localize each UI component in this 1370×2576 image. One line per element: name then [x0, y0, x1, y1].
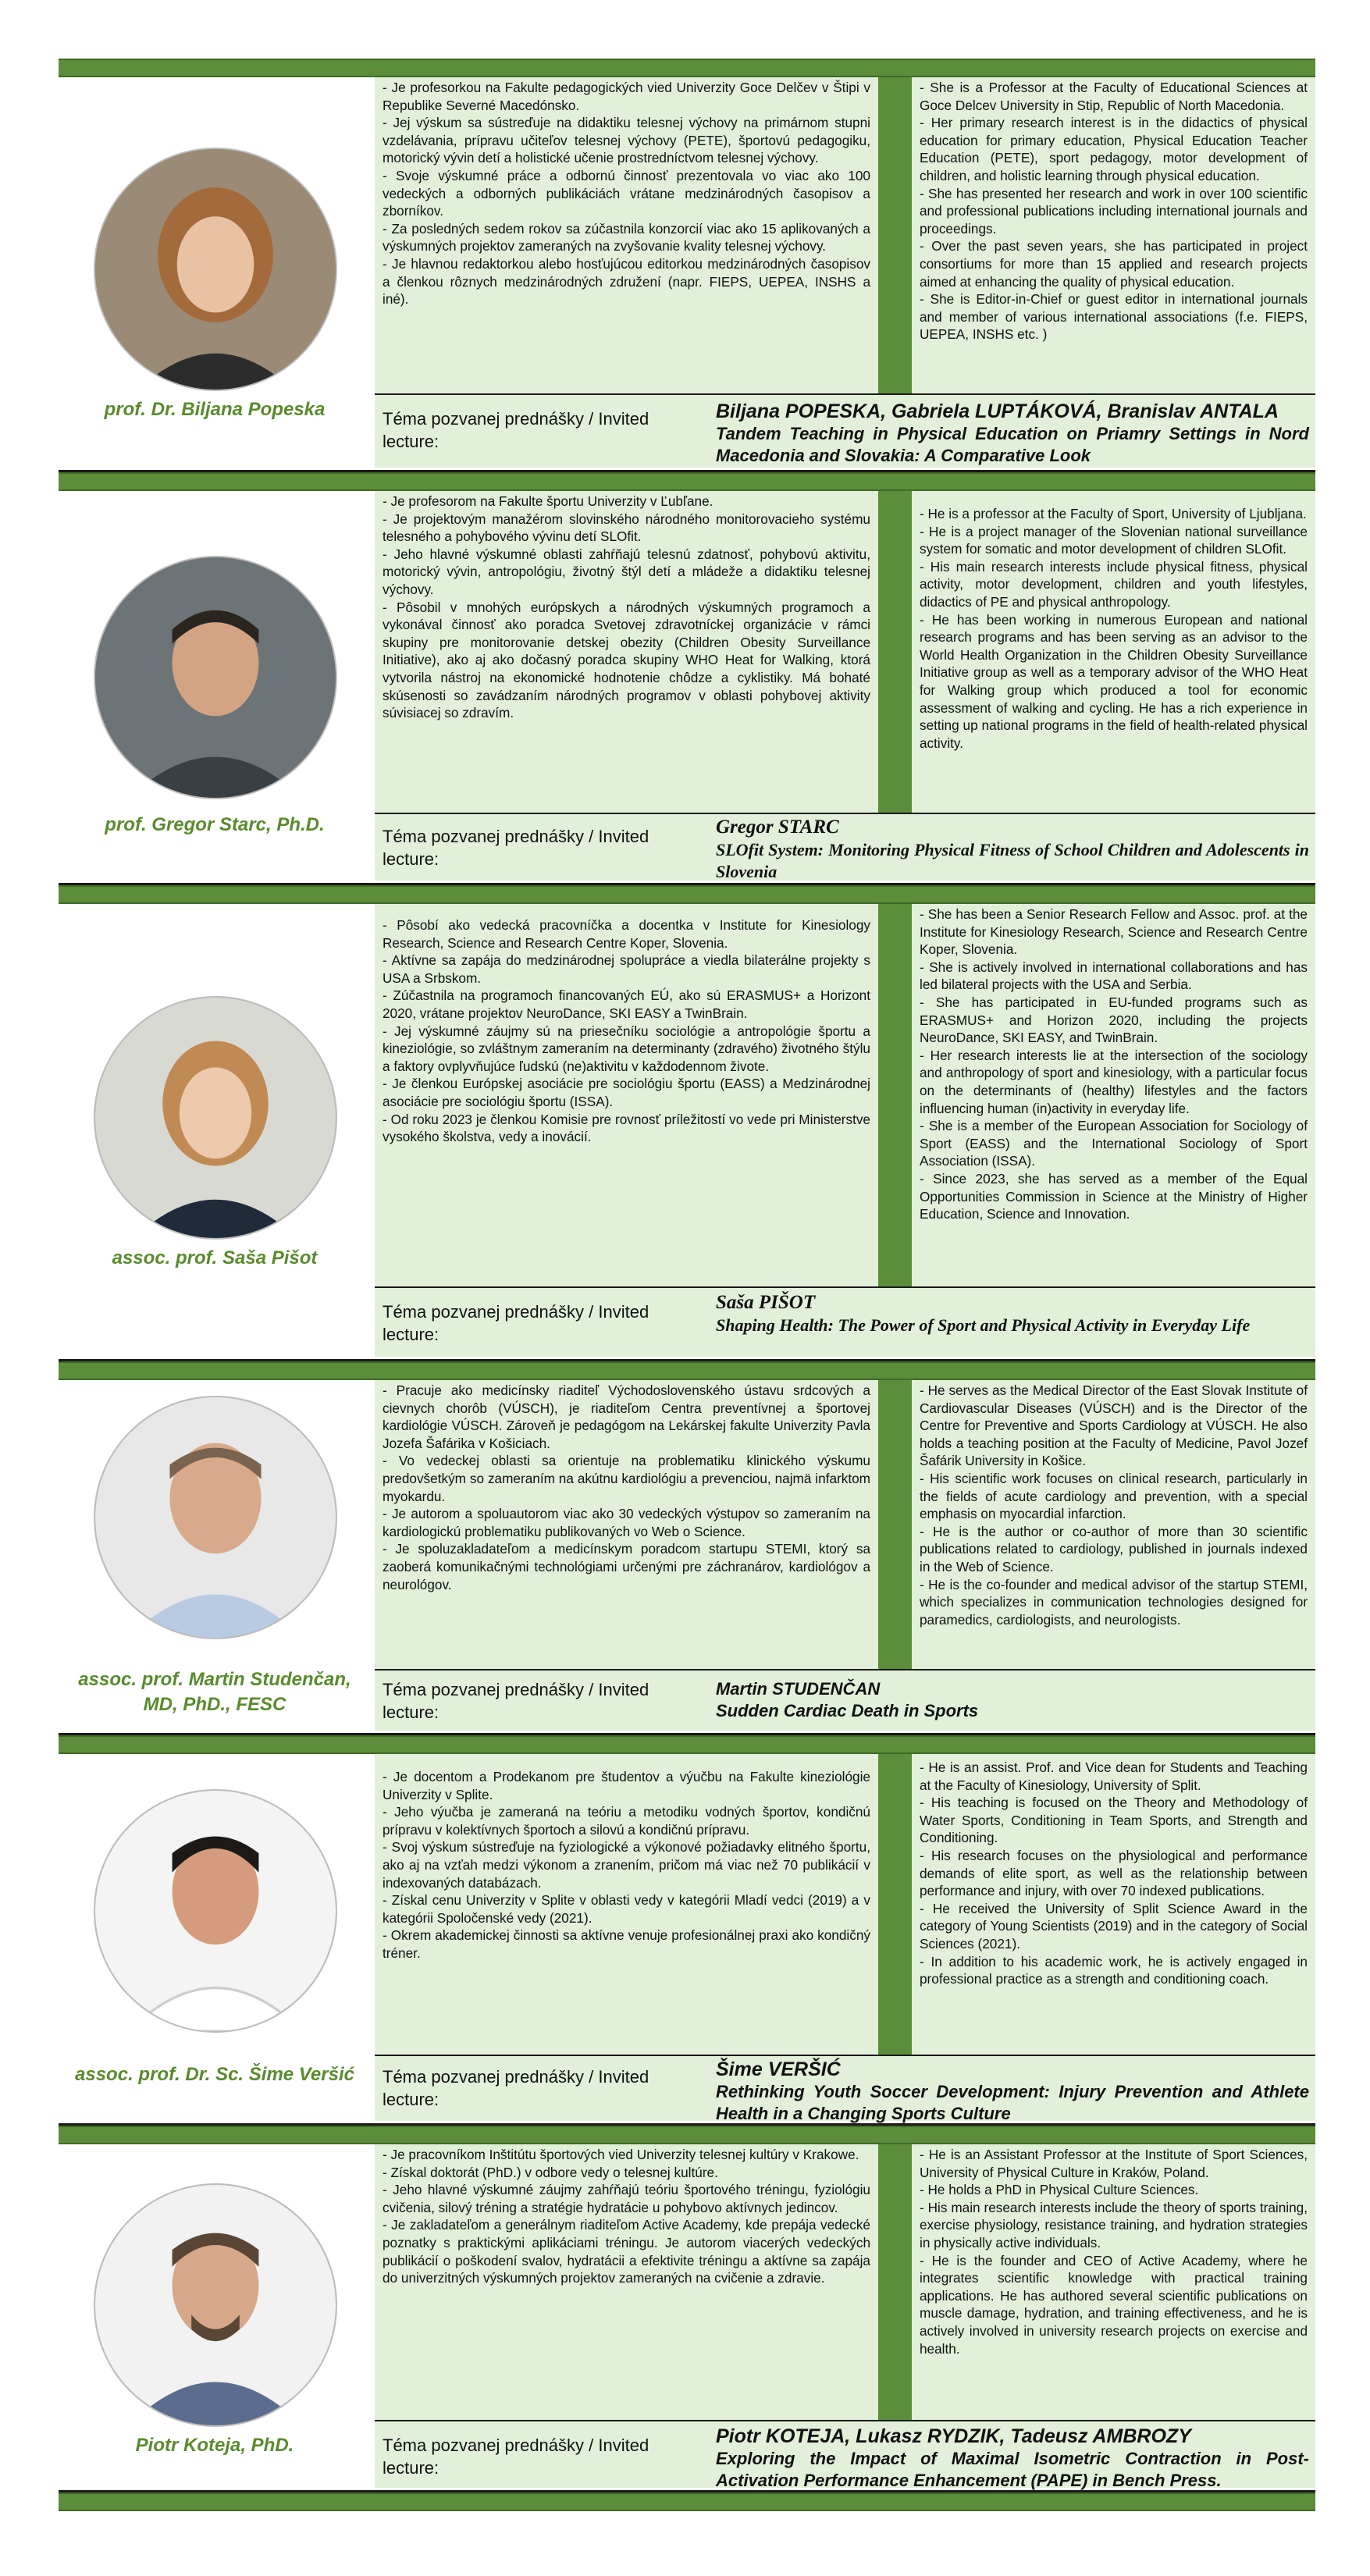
lecture-authors: Piotr KOTEJA, Lukasz RYDZIK, Tadeusz AMBROZY	[716, 2425, 1191, 2447]
bio-paragraph: - Je spoluzakladateľom a medicínskym poradcom startupu STEMI, ktorý sa zaoberá komunikačnými technológiami určenými pre záchranárov, kardiológov a neurológov.	[383, 1541, 870, 1592]
column-divider	[878, 1754, 912, 2055]
portrait-woman-icon	[94, 996, 337, 1240]
bio-english	[912, 2144, 1315, 2420]
bio-paragraph: - Svoje výskumné práce a odbornú činnosť prezentovala vo viac ako 100 vedeckých a odborných publikáciách vrátane medzinárodných časopisov a zborníkov.	[383, 167, 870, 219]
lecture-title: Exploring the Impact of Maximal Isometric Contraction in Post-Activation Performance Enhancement (PAPE) in Bench Press.	[716, 2449, 1309, 2490]
bio-paragraph: - His research focuses on the physiological and performance demands of elite sport, as well as the relationship between performance and injury, with over 70 indexed publications.	[920, 1847, 1308, 1899]
bio-slovak	[375, 904, 878, 1286]
topic-label: Téma pozvanej prednášky / Invited lecture:	[383, 2067, 649, 2109]
topic-label: Téma pozvanej prednášky / Invited lecture:	[383, 2435, 649, 2478]
lecture-title: Rethinking Youth Soccer Development: Injury Prevention and Athlete Health in a Changing Sports Culture	[716, 2082, 1309, 2123]
column-divider	[878, 904, 912, 1286]
bio-english	[912, 77, 1315, 393]
photo-column	[59, 1380, 371, 1733]
bio-paragraph: - He is the author or co-author of more than 30 scientific publications related to cardiology, published in journals indexed in the Web of Science.	[920, 1523, 1308, 1574]
lecture-info	[716, 2425, 1309, 2492]
bio-paragraph: - Pôsobil v mnohých európskych a národných výskumných programoch a vykonával činnosť ako poradca Svetovej zdravotníckej organizácie v rámci skupiny pre monitorovanie detskej obezity (Children Obesity Surveillance Initiative), ako aj ako dočasný poradca skupiny WHO Heat for Walking, ktorá vytvorila nástroj na ekonomické hodnotenie chôdze a cyklistiky. Má bohaté skúsenosti so zavádzaním národných programov v oblasti pohybovej aktivity súvisiacej so zdravím.	[383, 599, 870, 721]
bio-paragraph: - Je docentom a Prodekanom pre študentov a výučbu na Fakulte kineziológie Univerzity v Splite.	[383, 1769, 870, 1802]
bio-paragraph: - Pracuje ako medicínsky riaditeľ Východoslovenského ústavu srdcových a cievnych chorôb (VÚSCH), je riaditeľom Centra preventívnej a športovej kardiológie VÚSCH. Zároveň je pedagógom na Lekárskej fakulte Univerzity Pavla Jozefa Šafárika v Košiciach.	[383, 1382, 870, 1451]
lecture-title: Sudden Cardiac Death in Sports	[716, 1701, 979, 1720]
bio-paragraph: - Je pracovníkom Inštitútu športových vied Univerzity telesnej kultúry v Krakowe.	[383, 2147, 859, 2162]
lecture-info	[716, 816, 1309, 883]
speaker-name: prof. Gregor Starc, Ph.D.	[105, 814, 325, 835]
lecture-info	[716, 2058, 1309, 2125]
bio-paragraph: - Jeho hlavné výskumné záujmy zahŕňajú teóriu športového tréningu, fyziológiu cvičenia, silový tréning a stratégie hydratácie u pohybovo aktívnych jedincov.	[383, 2182, 870, 2215]
bio-paragraph: - He is the founder and CEO of Active Academy, where he integrates scientific knowledge with practical training applications. He has authored several scientific publications on muscle damage, hydration, and training effectiveness, and he is actively involved in university research projects on exercise and health.	[920, 2252, 1308, 2357]
photo-column	[59, 1754, 371, 2123]
bio-paragraph: - Za posledných sedem rokov sa zúčastnila konzorcií viac ako 15 aplikovaných a výskumných projektov zameraných na zvyšovanie kvality telesnej výchovy.	[383, 220, 870, 254]
speaker-name: Piotr Koteja, PhD.	[135, 2435, 294, 2456]
bio-paragraph: - He serves as the Medical Director of the East Slovak Institute of Cardiovascular Diseases (VÚSCH) and is the Director of the Centre for Preventive and Sports Cardiology at VÚSCH. He also holds a teaching position at the Faculty of Medicine, Pavol Jozef Šafárik University in Košice.	[920, 1382, 1308, 1469]
lecture-title: Tandem Teaching in Physical Education on Priamry Settings in Nord Macedonia and Slovakia: A Comparative Look	[716, 424, 1309, 465]
bio-paragraph: - He is the co-founder and medical advisor of the startup STEMI, which specializes in communication technologies designed for paramedics, cardiologists, and neurologists.	[920, 1576, 1308, 1628]
bio-paragraph: - His teaching is focused on the Theory and Methodology of Water Sports, Conditioning in Team Sports, and Strength and Conditioning.	[920, 1795, 1308, 1846]
bio-paragraph: - He received the University of Split Science Award in the category of Young Scientists (2019) and in the category of Social Sciences (2021).	[920, 1900, 1308, 1952]
bio-paragraph: - Her primary research interest is in the didactics of physical education for primary education, Physical Education Teacher Education (PETE), sport pedagogy, motor development of children, and holistic learning through physical education.	[920, 115, 1308, 183]
section-divider	[59, 472, 1315, 491]
bio-paragraph: - He holds a PhD in Physical Culture Sciences.	[920, 2182, 1199, 2198]
portrait-man-icon	[94, 2183, 337, 2427]
lecture-topic	[375, 2055, 1315, 2121]
bio-paragraph: - Jeho výučba je zameraná na teóriu a metodiku vodných športov, kondičnú prípravu v kolektívnych športoch a silovú a kondičnú prípravu.	[383, 1804, 870, 1838]
bio-paragraph: - She has participated in EU-funded programs such as ERASMUS+ and Horizon 2020, including the projects NeuroDance, SKI EASY, and TwinBrain.	[920, 994, 1308, 1046]
bio-paragraph: - Zúčastnila na programoch financovaných EÚ, ako sú ERASMUS+ a Horizont 2020, vrátane projektov NeuroDance, SKI EASY a TwinBrain.	[383, 987, 870, 1021]
lecture-info	[716, 400, 1309, 467]
portrait-man-icon	[94, 1789, 337, 2033]
photo-column	[59, 2144, 371, 2490]
bio-paragraph: - Od roku 2023 je členkou Komisie pre rovnosť príležitostí vo vede pri Ministerstve vysokého školstva, vedy a inovácií.	[383, 1111, 870, 1145]
bio-paragraph: - He is a project manager of the Slovenian national surveillance system for somatic and motor development of children SLOfit.	[920, 523, 1308, 557]
lecture-info	[716, 1291, 1309, 1336]
bio-paragraph: - Je zakladateľom a generálnym riaditeľom Active Academy, kde prepája vedecké poznatky s praktickými aplikáciami tréningu. Je autorom viacerých vedeckých publikácií o poškodení svalov, hydratácii a efektivite tréningu a aktívne sa zapája do univerzitných výskumných projektov zameraných na cvičenie a zdravie.	[383, 2217, 870, 2286]
topic-label: Téma pozvanej prednášky / Invited lecture:	[383, 827, 649, 869]
bio-paragraph: - Her research interests lie at the intersection of the sociology and anthropology of sport and kinesiology, with a particular focus on the determinants of (healthy) lifestyles and the factors influencing human (in)activity in everyday life.	[920, 1047, 1308, 1116]
speaker-block-5	[59, 1754, 1315, 2126]
bio-paragraph: - Získal cenu Univerzity v Splite v oblasti vedy v kategórii Mladí vedci (2019) a v kategórii Spoločenské vedy (2021).	[383, 1892, 870, 1926]
bio-paragraph: - He has been working in numerous European and national research programs and has been serving as an advisor to the World Health Organization in the Children Obesity Surveillance Initiative group as well as a temporary advisor of the WHO Heat for Walking group which produced a tool for economic assessment of walking and cycling. He has a rich experience in setting up national programs in the field of health-related physical activity.	[920, 611, 1308, 751]
lecture-topic	[375, 813, 1315, 881]
lecture-title: SLOfit System: Monitoring Physical Fitness of School Children and Adolescents in Slovenia	[716, 840, 1309, 881]
speaker-name: prof. Dr. Biljana Popeska	[104, 399, 326, 420]
bio-slovak	[375, 77, 878, 393]
section-divider	[59, 885, 1315, 904]
topic-label: Téma pozvanej prednášky / Invited lecture:	[383, 1302, 649, 1344]
photo-column	[59, 77, 371, 470]
bio-paragraph: - Svoj výskum sústreďuje na fyziologické a výkonové požiadavky elitného športu, ako aj na vzťah medzi výkonom a zranením, pričom má viac než 70 publikácií v indexovaných databázach.	[383, 1839, 870, 1891]
section-divider	[59, 2126, 1315, 2144]
bio-paragraph: - She is actively involved in international collaborations and has led bilateral projects with the USA and Serbia.	[920, 959, 1308, 993]
lecture-topic	[375, 393, 1315, 468]
bio-paragraph: - Získal doktorát (PhD.) v odbore vedy o telesnej kultúre.	[383, 2164, 718, 2180]
section-divider	[59, 1361, 1315, 1380]
bio-english	[912, 491, 1315, 813]
bio-paragraph: - Jej výskumné záujmy sú na priesečníku sociológie a antropológie športu a kineziológie, so zvláštnym zameraním na determinanty (zdravého) životného štýlu a faktory ovplyvňujúce ľudskú (ne)aktivitu v každodennom živote.	[383, 1023, 870, 1074]
lecture-info	[716, 1678, 1309, 1722]
bio-paragraph: - Since 2023, she has served as a member of the Equal Opportunities Commission in Science at the Ministry of Higher Education, Science and Innovation.	[920, 1170, 1308, 1222]
lecture-topic	[375, 1286, 1315, 1357]
bio-paragraph: - Je autorom a spoluautorom viac ako 30 vedeckých výstupov so zameraním na kardiologickú problematiku publikovaných vo Web o Science.	[383, 1506, 870, 1539]
bio-english	[912, 1754, 1315, 2055]
section-divider	[59, 59, 1315, 77]
bio-paragraph: - Je hlavnou redaktorkou alebo hosťujúcou editorkou medzinárodných časopisov a členkou rôznych medzinárodných združení (napr. FIEPS, UEPEA, INSHS a iné).	[383, 255, 870, 308]
speaker-name: assoc. prof. Saša Pišot	[112, 1247, 318, 1268]
bio-paragraph: - Je projektovým manažérom slovinského národného monitorovacieho systému telesného a pohybového vývinu detí SLOfit.	[383, 511, 870, 545]
lecture-topic	[375, 1669, 1315, 1731]
bio-paragraph: - Jeho hlavné výskumné oblasti zahŕňajú telesnú zdatnosť, pohybovú aktivitu, motorický vývin, antropológiu, životný štýl detí a mládeže a didaktiku telesnej výchovy.	[383, 546, 870, 597]
lecture-authors: Saša PIŠOT	[716, 1292, 816, 1313]
column-divider	[878, 77, 912, 393]
bio-paragraph: - Je profesorkou na Fakulte pedagogických vied Univerzity Goce Delčev v Štipi v Republike Severné Macedónsko.	[383, 80, 870, 113]
bio-paragraph: - Vo vedeckej oblasti sa orientuje na problematiku klinického výskumu predovšetkým so zameraním na akútnu kardiológiu a prevenciou, najmä infarktom myokardu.	[383, 1453, 870, 1504]
portrait-woman-icon	[94, 148, 337, 391]
bio-paragraph: - She has presented her research and work in over 100 scientific and professional publications including international journals and proceedings.	[920, 185, 1308, 237]
portrait-man-icon	[94, 556, 337, 799]
lecture-topic	[375, 2420, 1315, 2488]
column-divider	[878, 2144, 912, 2420]
bio-paragraph: - Aktívne sa zapája do medzinárodnej spolupráce a viedla bilaterálne projekty s USA a Srbskom.	[383, 952, 870, 986]
bio-slovak	[375, 491, 878, 813]
bio-paragraph: - His main research interests include physical fitness, physical activity, motor development, children and youth lifestyles, didactics of PE and physical anthropology.	[920, 558, 1308, 610]
speakers-page	[59, 59, 1315, 2511]
section-divider	[59, 2492, 1315, 2511]
bio-paragraph: - He is an assist. Prof. and Vice dean for Students and Teaching at the Faculty of Kinesiology, University of Split.	[920, 1759, 1308, 1793]
column-divider	[878, 491, 912, 813]
bio-paragraph: - Je profesorom na Fakulte športu Univerzity v Ľubľane.	[383, 493, 713, 509]
bio-paragraph: - In addition to his academic work, he is actively engaged in professional practice as a strength and conditioning coach.	[920, 1953, 1308, 1987]
bio-english	[912, 1380, 1315, 1669]
bio-paragraph: - His main research interests include the theory of sports training, exercise physiology, resistance training, and hydration strategies in physically active individuals.	[920, 2199, 1308, 2250]
bio-slovak	[375, 2144, 878, 2420]
photo-column	[59, 904, 371, 1359]
bio-paragraph: - His scientific work focuses on clinical research, particularly in the fields of acute cardiology and prevention, with a special emphasis on myocardial infarction.	[920, 1470, 1308, 1522]
bio-paragraph: - She is Editor-in-Chief or guest editor in international journals and member of various international associations (f.e. FIEPS, UEPEA, INSHS etc. )	[920, 291, 1308, 343]
speaker-block-3	[59, 904, 1315, 1361]
lecture-authors: Šime VERŠIĆ	[716, 2058, 841, 2080]
lecture-title: Shaping Health: The Power of Sport and Physical Activity in Everyday Life	[716, 1315, 1251, 1335]
section-divider	[59, 1735, 1315, 1754]
topic-label: Téma pozvanej prednášky / Invited lecture:	[383, 1680, 649, 1722]
bio-paragraph: - She is a member of the European Association for Sociology of Sport (EASS) and the International Sociology of Sport Association (ISSA).	[920, 1118, 1308, 1169]
bio-paragraph: - Jej výskum sa sústreďuje na didaktiku telesnej výchovy na primárnom stupni vzdelávania, prípravu učiteľov telesnej výchovy (PETE), športovú pedagogiku, motorický vývin detí a holistické učenie prostredníctvom telesnej výchovy.	[383, 115, 870, 166]
bio-slovak	[375, 1380, 878, 1669]
bio-paragraph: - She is a Professor at the Faculty of Educational Sciences at Goce Delcev University in Stip, Republic of North Macedonia.	[920, 80, 1308, 113]
speaker-block-2	[59, 491, 1315, 885]
photo-column	[59, 491, 371, 883]
speaker-block-4	[59, 1380, 1315, 1735]
bio-paragraph: - He is an Assistant Professor at the Institute of Sport Sciences, University of Physical Culture in Kraków, Poland.	[920, 2147, 1308, 2180]
bio-paragraph: - Over the past seven years, she has participated in project consortiums for more than 15 applied and research projects aimed at enhancing the quality of physical education.	[920, 238, 1308, 290]
speaker-name: assoc. prof. Martin Studenčan, MD, PhD., FESC	[78, 1669, 351, 1715]
column-divider	[878, 1380, 912, 1669]
portrait-man-icon	[94, 1396, 337, 1639]
bio-slovak	[375, 1754, 878, 2055]
bio-english	[912, 904, 1315, 1286]
topic-label: Téma pozvanej prednášky / Invited lecture:	[383, 409, 649, 451]
bio-paragraph: - Je členkou Európskej asociácie pre sociológiu športu (EASS) a Medzinárodnej asociácie pre sociológiu športu (ISSA).	[383, 1076, 870, 1109]
lecture-authors: Gregor STARC	[716, 817, 839, 838]
bio-paragraph: - Pôsobí ako vedecká pracovníčka a docentka v Institute for Kinesiology Research, Science and Research Centre Koper, Slovenia.	[383, 917, 870, 951]
lecture-authors: Biljana POPESKA, Gabriela LUPTÁKOVÁ, Branislav ANTALA	[716, 400, 1279, 422]
lecture-authors: Martin STUDENČAN	[716, 1679, 881, 1699]
bio-paragraph: - Okrem akademickej činnosti sa aktívne venuje profesionálnej praxi ako kondičný tréner.	[383, 1927, 870, 1961]
bio-paragraph: - She has been a Senior Research Fellow and Assoc. prof. at the Institute for Kinesiology Research, Science and Research Centre Koper, Slovenia.	[920, 906, 1308, 958]
bio-paragraph: - He is a professor at the Faculty of Sport, University of Ljubljana.	[920, 506, 1307, 521]
speaker-block-1	[59, 77, 1315, 472]
speaker-name: assoc. prof. Dr. Sc. Šime Veršić	[75, 2064, 354, 2085]
speaker-block-6	[59, 2144, 1315, 2492]
